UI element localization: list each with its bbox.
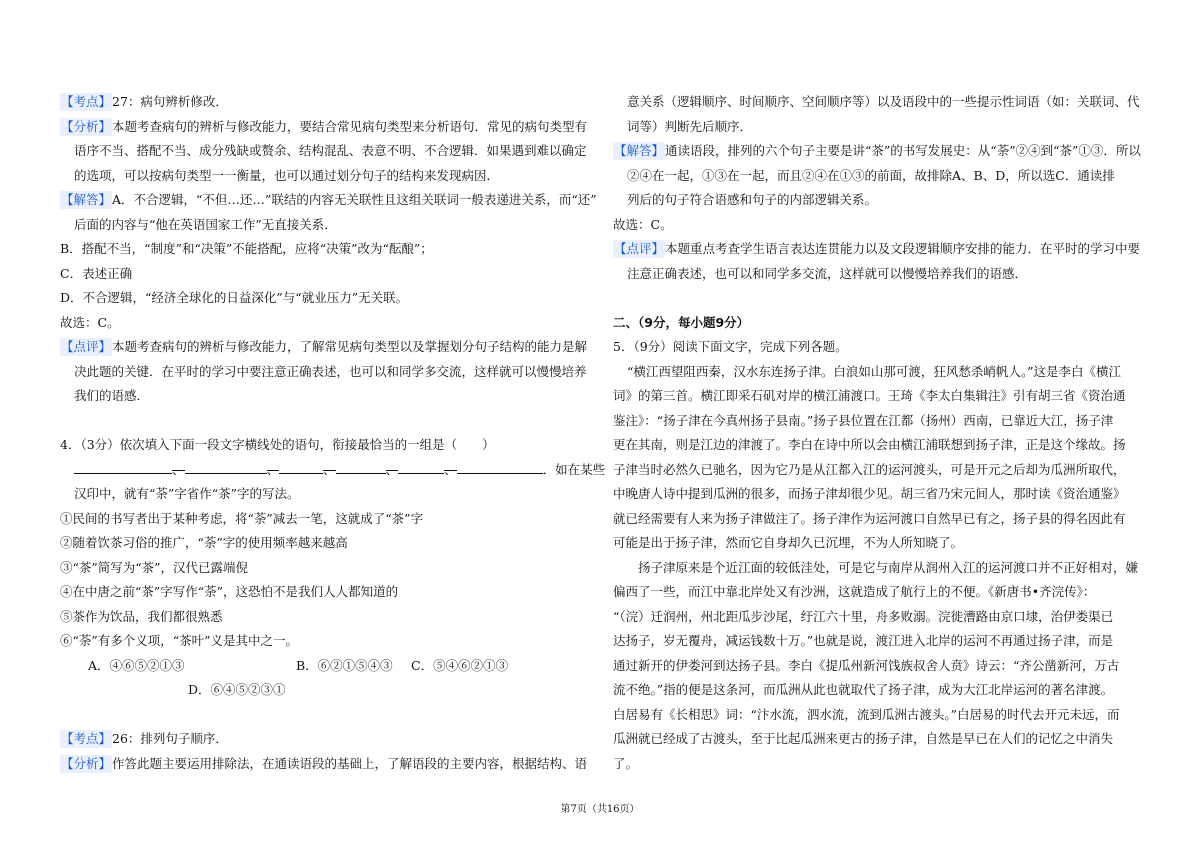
q4-blank-line [60, 458, 606, 483]
passage-p2-line-1: 扬子津原来是个近江面的较低洼处，可是它与南岸从润州入江的运河渡口并不正好相对，嫌 [638, 559, 1139, 575]
blank [457, 461, 543, 474]
dianping-tag: 【点评】 [614, 241, 665, 256]
separator: 、 [172, 458, 185, 471]
q4-sentence-4: ④在中唐之前“茶”字写作“荼”，这恐怕不是我们人人都知道的 [60, 584, 399, 599]
passage-p1-line-6: 中晚唐人诗中提到瓜洲的很多，而扬子津却很少见。胡三省乃宋元间人，那时读《资治通鉴》 [613, 486, 1126, 501]
fenxi-tag: 【分析】 [61, 755, 112, 771]
fenxi-text: 作答此题主要运用排除法，在通读语段的基础上，了解语段的主要内容，根据结构、语 [112, 755, 588, 771]
q3-dianping-line-3: 我们的语感． [74, 388, 150, 403]
passage-p1-line-2: 词》的第三首。横江即采石矶对岸的横江浦渡口。王琦《李太白集辑注》引有胡三省《资治通 [613, 388, 1126, 403]
q4-options-row-1 [60, 654, 590, 679]
jieda-tag: 【解答】 [61, 192, 112, 207]
q4-sentence-6: ⑥“荼”有多个义项，“茶叶”义是其中之一。 [60, 633, 299, 648]
dianping-text: 本题重点考查学生语言表达连贯能力以及文段逻辑顺序安排的能力．在平时的学习中要 [665, 241, 1141, 256]
passage-p1-line-3: 鉴注》：“扬子津在今真州扬子县南。”扬子县位置在江都（扬州）西南，已靠近大江，扬子津 [613, 412, 1114, 428]
q4-kaodian [60, 727, 590, 752]
q3-option-c-analysis: C．表述正确 [60, 265, 133, 281]
passage-p1-line-5: 子津当时必然久已驰名，因为它乃是从江都入江的运河渡头，可是开元之后却为瓜洲所取代， [613, 461, 1126, 477]
passage-p2-line-3: “（浣）迁润州，州北距瓜步沙尾，纡江六十里，舟多败溺。浣徙漕路由京口埭，治伊娄渠已 [613, 608, 1114, 624]
q4-dianping-line-2: 注意正确表述，也可以和同学多交流，这样就可以慢慢培养我们的语感． [627, 265, 1028, 281]
right-column [613, 90, 1141, 776]
q4-fenxi-line-3: 词等）判断先后顺序． [627, 118, 753, 134]
q4-sentence-3: ③“茶”简写为“茶”，汉代已露端倪 [60, 559, 249, 575]
fenxi-text: 本题考查病句的辨析与修改能力，要结合常见病句类型来分析语句．常见的病句类型有 [112, 118, 588, 134]
page-footer: 第7页（共16页） [560, 804, 640, 815]
q3-dianping-line-1 [60, 335, 590, 360]
q3-fenxi-line-1 [60, 115, 590, 140]
separator: 、 [386, 458, 399, 471]
passage-text: ．如在某些 [542, 461, 606, 477]
jieda-tag: 【解答】 [614, 143, 665, 158]
blank [398, 461, 444, 474]
passage-p1-line-1: “横江西望阻西秦，汉水东连扬子津。白浪如山那可渡，狂风愁杀峭帆人。”这是李白《横江 [627, 363, 1122, 379]
q4-sentence-5: ⑤茶作为饮品，我们都很熟悉 [60, 608, 223, 624]
section-2-title: 二、（9分，每小题9分） [613, 314, 750, 330]
blank [185, 461, 267, 474]
kaodian-text: 26：排列句子顺序． [112, 731, 228, 746]
q4-passage-line-2: 汉印中，就有“荼”字省作“茶”字的写法。 [74, 486, 300, 501]
dianping-tag: 【点评】 [61, 339, 112, 354]
q5-stem: 5．（9分）阅读下面文字，完成下列各题。 [613, 339, 848, 354]
passage-p2-line-8: 瓜洲就已经成了古渡头，至于比起瓜洲来更古的扬子津，自然是早已在人们的记忆之中消失 [613, 731, 1114, 746]
fenxi-tag: 【分析】 [61, 118, 112, 134]
blank [336, 461, 386, 474]
passage-p1-line-8: 可能是出于扬子津，然而它自身却久已沉埋，不为人所知晓了。 [613, 535, 964, 550]
separator: 、 [323, 458, 336, 471]
q4-options-row-2 [60, 678, 590, 703]
option-d: D．⑥④⑤②③① [188, 682, 286, 697]
q3-option-d-analysis: D．不合逻辑，“经济全球化的日益深化”与“就业压力”无关联。 [60, 290, 409, 305]
blank [279, 461, 323, 474]
option-a: A．④⑥⑤②①③ [88, 657, 185, 673]
option-b: B．⑥②①⑤④③ [296, 657, 393, 673]
q4-fenxi-line-1 [60, 752, 590, 777]
passage-p2-line-4: 达扬子，岁无覆舟，减运钱数十万。”也就是说，渡江进入北岸的运河不再通过扬子津，而是 [613, 633, 1114, 648]
blank [74, 461, 172, 474]
q4-fenxi-line-2: 意关系（逻辑顺序、时间顺序、空间顺序等）以及语段中的一些提示性词语（如：关联词、代 [627, 94, 1140, 109]
q4-sentence-1: ①民间的书写者出于某种考虑，将“荼”减去一笔，这就成了“茶”字 [60, 510, 424, 526]
q4-answer: 故选：C。 [613, 216, 673, 232]
passage-p2-line-9: 了。 [613, 755, 639, 771]
q3-fenxi-line-3: 的选项，可以按病句类型一一衡量，也可以通过划分句子的结构来发现病因． [74, 167, 500, 183]
q3-jieda-line-2: 后面的内容与“他在英语国家工作”无直接关系． [74, 216, 337, 232]
kaodian-tag: 【考点】 [61, 94, 112, 109]
q3-kaodian [60, 90, 590, 115]
q3-jieda-line-1 [60, 188, 597, 213]
q4-sentence-2: ②随着饮茶习俗的推广，“荼”字的使用频率越来越高 [60, 535, 348, 550]
q3-option-b-analysis: B．搭配不当，“制度”和“决策”不能搭配，应将“决策”改为“酝酿”； [60, 241, 433, 256]
q4-jieda-line-2: ②④在一起，①③在一起，而且②④在①③的前面，故排除A、B、D，所以选C．通读排 [627, 167, 1115, 183]
separator: 、 [267, 458, 280, 471]
q4-stem: 4．（3分）依次填入下面一段文字横线处的语句，衔接最恰当的一组是（ ） [60, 437, 495, 452]
passage-p1-line-4: 更在其南，则是江边的津渡了。李白在诗中所以会由横江浦联想到扬子津，正是这个缘故。扬 [613, 437, 1126, 452]
separator: 、 [444, 458, 457, 471]
q4-jieda-line-1 [613, 139, 1141, 164]
jieda-text: 通读语段，排列的六个句子主要是讲“茶”的书写发展史：从“荼”②④到“茶”①③．所以 [665, 143, 1141, 158]
passage-p2-line-6: 流不绝。”指的便是这条河，而瓜洲从此也就取代了扬子津，成为大江北岸运河的著名津渡。 [613, 682, 1114, 697]
q4-jieda-line-3: 列后的句子符合语感和句子的内部逻辑关系。 [627, 192, 878, 207]
kaodian-text: 27：病句辨析修改． [112, 94, 228, 109]
jieda-text: A．不合逻辑，“不但…还…”联结的内容无关联性且这组关联词一般表递进关系，而“还” [112, 192, 597, 207]
dianping-text: 本题考查病句的辨析与修改能力，了解常见病句类型以及掌握划分句子结构的能力是解 [112, 339, 588, 354]
q3-dianping-line-2: 决此题的关键．在平时的学习中要注意正确表述，也可以和同学多交流，这样就可以慢慢培养 [74, 363, 587, 379]
left-column [60, 90, 606, 776]
q3-fenxi-line-2: 语序不当、搭配不当、成分残缺或赘余、结构混乱、表意不明、不合逻辑．如果遇到难以确定 [74, 143, 587, 158]
passage-p2-line-7: 白居易有《长相思》词：“汴水流，泗水流，流到瓜洲古渡头。”白居易的时代去开元未远，而 [613, 706, 1120, 722]
passage-p2-line-2: 偏西了一些，而江中靠北岸处又有沙洲，这就造成了航行上的不便。《新唐书•齐浣传》： [613, 584, 1096, 599]
passage-p2-line-5: 通过新开的伊娄河到达扬子县。李白《提瓜州新河饯族叔舍人贲》诗云：“齐公凿新河，万古 [613, 657, 1120, 673]
passage-p1-line-7: 就已经需要有人来为扬子津做注了。扬子津作为运河渡口自然早已有之，扬子县的得名因此有 [613, 510, 1126, 526]
kaodian-tag: 【考点】 [61, 731, 112, 746]
option-c: C．⑤④⑥②①③ [411, 657, 509, 673]
q3-answer: 故选：C。 [60, 314, 120, 330]
q4-dianping-line-1 [613, 237, 1141, 262]
